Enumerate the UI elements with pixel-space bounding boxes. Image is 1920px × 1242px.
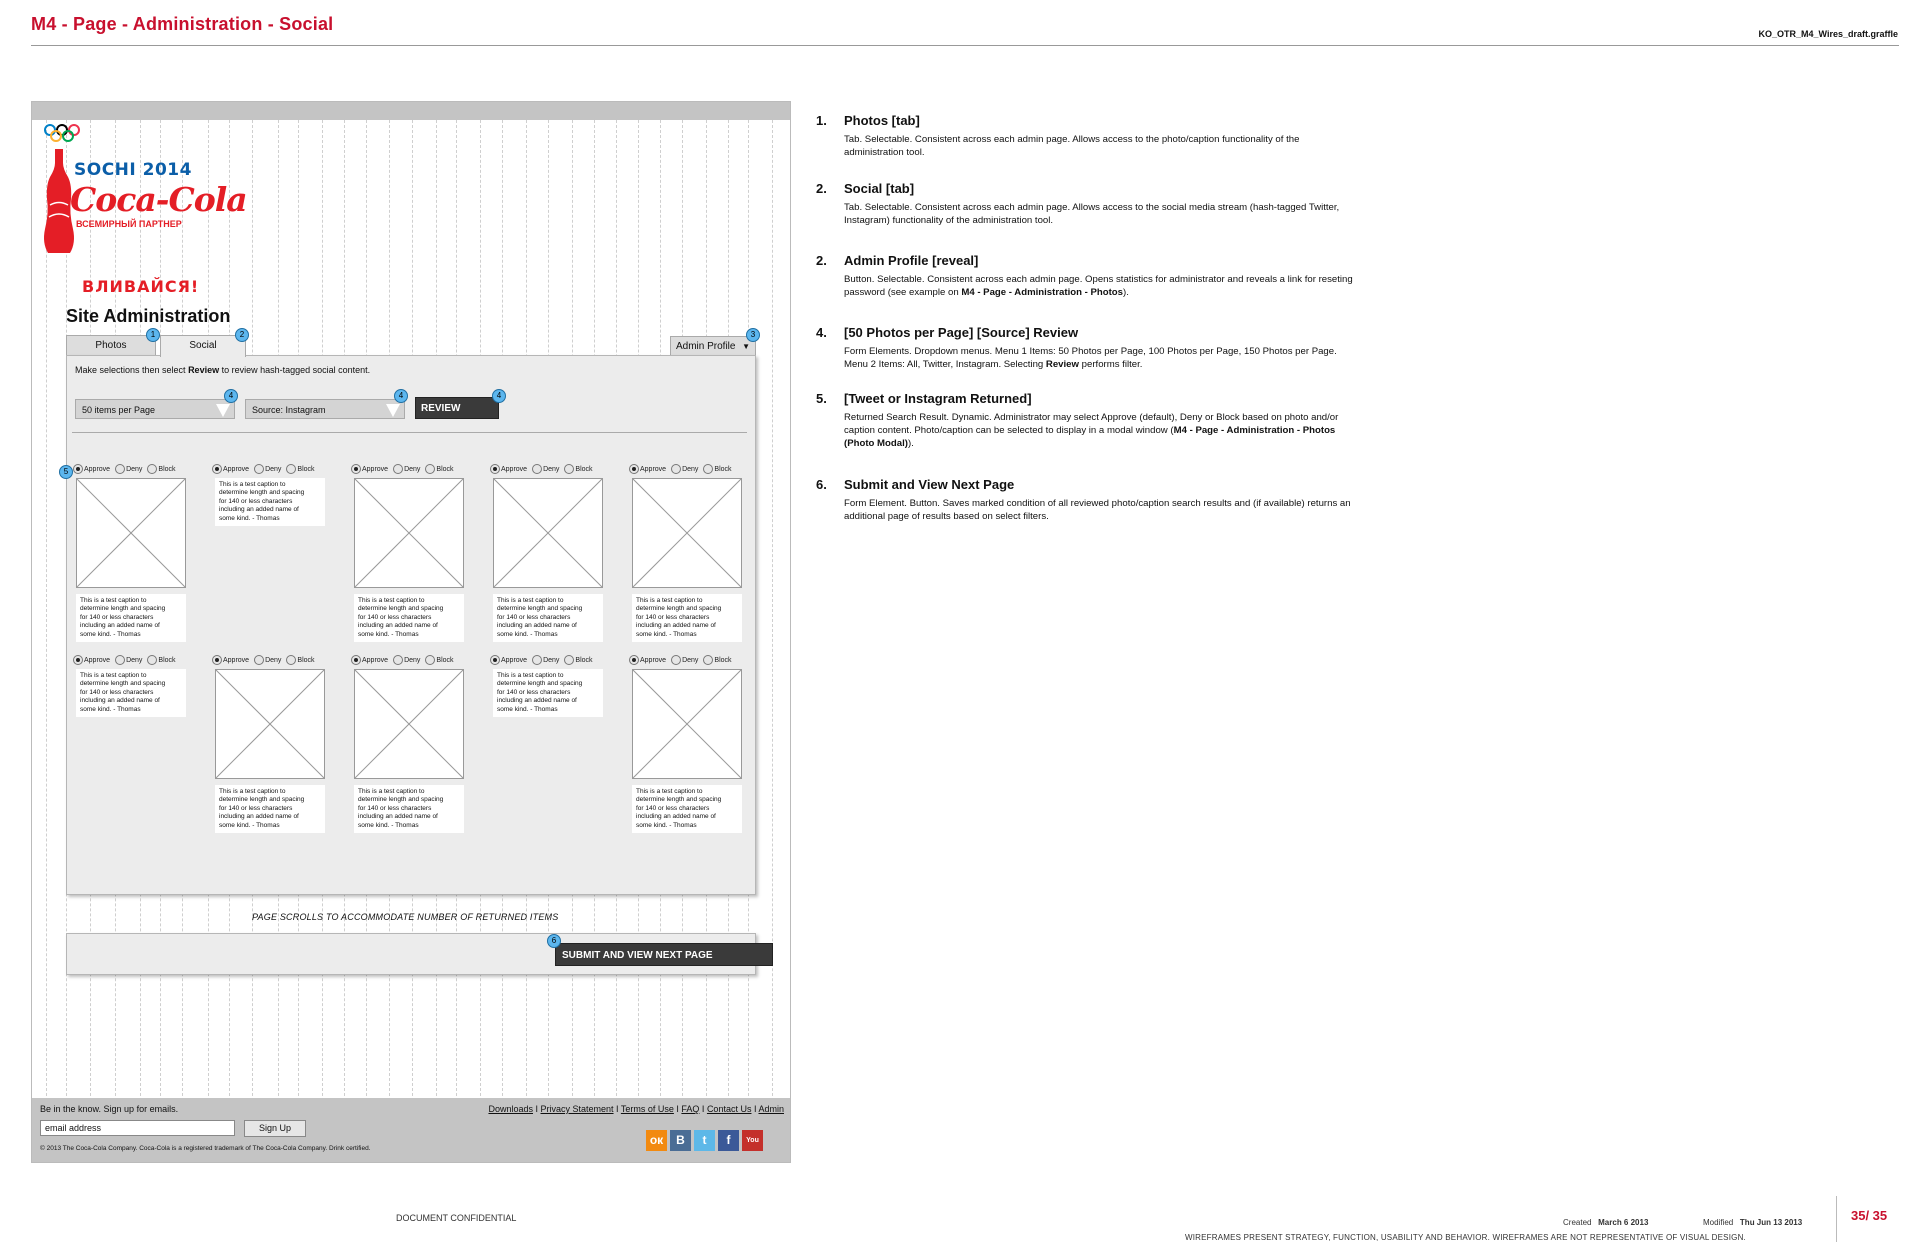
moderation-radio-group — [212, 655, 352, 669]
block-radio[interactable] — [703, 655, 713, 665]
caption-line: determine length and spacing — [219, 489, 305, 497]
footer-divider — [1836, 1196, 1837, 1242]
note-body-text: M4 - Page - Administration - Photos — [961, 287, 1124, 298]
instructions-text — [75, 365, 370, 375]
block-radio[interactable] — [147, 464, 157, 474]
annotation-badge: 2 — [235, 328, 249, 342]
note-title: Submit and View Next Page — [844, 477, 1015, 492]
approve-label: Approve — [223, 656, 250, 664]
approve-radio[interactable] — [351, 464, 361, 474]
chevron-down-icon: ▼ — [742, 342, 750, 351]
caption-line: some kind. - Thomas — [636, 821, 697, 829]
tab-label: Social — [189, 340, 217, 351]
caption-text[interactable] — [215, 785, 325, 833]
caption-line: This is a test caption to — [497, 597, 564, 604]
link-separator: I — [699, 1104, 707, 1114]
note-body — [844, 411, 1356, 450]
approve-radio[interactable] — [490, 655, 500, 665]
select-value: Source: Instagram — [252, 405, 326, 415]
note-body-text: ). — [907, 438, 914, 449]
partner-text: ВСЕМИРНЫЙ ПАРТНЕР — [76, 219, 182, 229]
block-label: Block — [158, 656, 176, 664]
review-button[interactable]: REVIEW — [415, 397, 499, 419]
annotation-badge: 3 — [746, 328, 760, 342]
caption-line: including an added name of — [358, 622, 438, 630]
block-label: Block — [714, 465, 732, 473]
grid-column-guide — [46, 120, 47, 1096]
moderation-radio-group — [73, 464, 213, 478]
note-title: [50 Photos per Page] [Source] Review — [844, 325, 1079, 340]
caption-line: determine length and spacing — [497, 605, 583, 613]
deny-radio[interactable] — [671, 655, 681, 665]
caption-line: some kind. - Thomas — [80, 630, 141, 638]
note-body-text: Form Element. Button. Saves marked condition of all reviewed photo/caption search results and (if available) returns an additional page of results based on select filters. — [844, 498, 1351, 522]
source-select[interactable] — [245, 399, 405, 419]
block-label: Block — [158, 465, 176, 473]
instructions-part: Make selections then select — [75, 365, 189, 375]
block-radio[interactable] — [564, 655, 574, 665]
caption-line: This is a test caption to — [358, 788, 425, 795]
moderation-radio-group — [629, 464, 769, 478]
annotation-badge: 6 — [547, 934, 561, 948]
approve-label: Approve — [501, 465, 528, 473]
deny-radio[interactable] — [115, 464, 125, 474]
approve-label: Approve — [640, 656, 667, 664]
site-title: Site Administration — [66, 306, 231, 326]
site-footer — [32, 1098, 791, 1163]
approve-label: Approve — [362, 465, 389, 473]
deny-label: Deny — [265, 465, 282, 473]
note-number: 5. — [816, 391, 827, 406]
caption-line: This is a test caption to — [358, 597, 425, 604]
caption-line: for 140 or less characters — [219, 804, 293, 812]
annotation-badge: 4 — [224, 389, 238, 403]
youtube-icon[interactable]: You — [742, 1130, 763, 1151]
note-title: [Tweet or Instagram Returned] — [844, 391, 1032, 406]
caption-line: including an added name of — [636, 622, 716, 630]
caption-line: some kind. - Thomas — [497, 630, 558, 638]
submit-and-view-next-page-button[interactable]: SUBMIT AND VIEW NEXT PAGE — [555, 943, 773, 966]
note-body-text: ). — [1123, 287, 1129, 298]
photo-placeholder[interactable] — [632, 478, 742, 588]
newsletter-text: Be in the know. Sign up for emails. — [40, 1104, 179, 1114]
block-label: Block — [297, 465, 315, 473]
caption-line: some kind. - Thomas — [497, 705, 558, 713]
facebook-icon[interactable]: f — [718, 1130, 739, 1151]
annotation-badge: 4 — [394, 389, 408, 403]
panel-divider — [72, 432, 747, 433]
approve-radio[interactable] — [629, 464, 639, 474]
created-value: March 6 2013 — [1598, 1218, 1649, 1227]
tab-photos[interactable] — [66, 335, 156, 355]
caption-line: This is a test caption to — [219, 481, 286, 488]
note-body — [844, 497, 1356, 523]
caption-text[interactable] — [215, 478, 325, 526]
footer-link-admin[interactable]: Admin — [758, 1104, 784, 1114]
caption-line: including an added name of — [497, 697, 577, 705]
deny-label: Deny — [404, 656, 421, 664]
approve-radio[interactable] — [490, 464, 500, 474]
created-label: Created — [1563, 1218, 1592, 1227]
photo-placeholder[interactable] — [215, 669, 325, 779]
caption-text[interactable] — [76, 669, 186, 717]
caption-line: some kind. - Thomas — [219, 821, 280, 829]
moderation-radio-group — [73, 655, 213, 669]
block-label: Block — [436, 465, 454, 473]
caption-line: including an added name of — [358, 813, 438, 821]
note-body — [844, 201, 1356, 227]
caption-line: for 140 or less characters — [358, 804, 432, 812]
tab-label: Photos — [95, 340, 127, 351]
block-label: Block — [297, 656, 315, 664]
header-divider — [31, 45, 1899, 46]
approve-radio[interactable] — [73, 655, 83, 665]
note-body-text: Button. Selectable. Consistent across each admin page. Opens statistics for administrator and reveals a link for reseting password (see example on — [844, 274, 1353, 298]
caption-line: This is a test caption to — [219, 788, 286, 795]
approve-radio[interactable] — [351, 655, 361, 665]
approve-radio[interactable] — [212, 464, 222, 474]
deny-radio[interactable] — [393, 655, 403, 665]
page-title: M4 - Page - Administration - Social — [31, 14, 334, 34]
note-number: 2. — [816, 181, 827, 196]
caption-text[interactable] — [354, 785, 464, 833]
file-name: KO_OTR_M4_Wires_draft.graffle — [1758, 29, 1898, 39]
deny-label: Deny — [682, 465, 699, 473]
browser-top-bar — [32, 102, 790, 120]
moderation-radio-group — [351, 464, 491, 478]
tab-social[interactable] — [160, 335, 246, 357]
approve-label: Approve — [362, 656, 389, 664]
block-label: Block — [575, 656, 593, 664]
submit-bar — [66, 933, 756, 975]
block-radio[interactable] — [286, 655, 296, 665]
caption-line: including an added name of — [497, 622, 577, 630]
approve-label: Approve — [501, 656, 528, 664]
email-field[interactable] — [40, 1120, 235, 1136]
deny-label: Deny — [543, 656, 560, 664]
caption-line: determine length and spacing — [80, 680, 166, 688]
deny-label: Deny — [543, 465, 560, 473]
instructions-bold: Review — [188, 365, 220, 375]
caption-line: This is a test caption to — [636, 597, 703, 604]
note-number: 1. — [816, 113, 827, 128]
note-body — [844, 133, 1356, 159]
note-title: Photos [tab] — [844, 113, 920, 128]
caption-line: some kind. - Thomas — [358, 821, 419, 829]
link-separator: I — [613, 1104, 621, 1114]
admin-profile-label: Admin Profile — [676, 341, 736, 352]
caption-line: determine length and spacing — [497, 680, 583, 688]
deny-label: Deny — [404, 465, 421, 473]
block-radio[interactable] — [703, 464, 713, 474]
photo-placeholder[interactable] — [632, 669, 742, 779]
caption-line: determine length and spacing — [636, 796, 722, 804]
approve-label: Approve — [640, 465, 667, 473]
deny-label: Deny — [126, 656, 143, 664]
admin-profile-button[interactable] — [670, 336, 756, 356]
deny-radio[interactable] — [254, 464, 264, 474]
deny-radio[interactable] — [532, 655, 542, 665]
approve-radio[interactable] — [629, 655, 639, 665]
block-radio[interactable] — [425, 655, 435, 665]
caption-text[interactable] — [632, 785, 742, 833]
deny-radio[interactable] — [532, 464, 542, 474]
note-body-text: Form Elements. Dropdown menus. Menu 1 Items: 50 Photos per Page, 100 Photos per Page, 150 Photos per Page. Menu 2 Items: All, Twitter, Instagram. Selecting — [844, 346, 1337, 370]
block-radio[interactable] — [425, 464, 435, 474]
caption-line: determine length and spacing — [80, 605, 166, 613]
footer-links — [488, 1104, 784, 1114]
caption-line: including an added name of — [636, 813, 716, 821]
caption-line: determine length and spacing — [636, 605, 722, 613]
note-body-text: Tab. Selectable. Consistent across each admin page. Allows access to the photo/caption functionality of the administration tool. — [844, 134, 1300, 158]
approve-radio[interactable] — [73, 464, 83, 474]
footer-link-faq[interactable]: FAQ — [681, 1104, 700, 1114]
note-body-text: Review — [1045, 359, 1079, 370]
slogan-text: ВЛИВАЙСЯ! — [82, 277, 200, 296]
caption-line: including an added name of — [219, 813, 299, 821]
caption-line: for 140 or less characters — [80, 688, 154, 696]
photo-placeholder[interactable] — [493, 478, 603, 588]
link-separator: I — [673, 1104, 682, 1114]
footer-link-privacy-statement[interactable]: Privacy Statement — [540, 1104, 614, 1114]
deny-label: Deny — [126, 465, 143, 473]
approve-label: Approve — [84, 656, 111, 664]
instructions-part: to review hash-tagged social content. — [219, 365, 371, 375]
deny-label: Deny — [265, 656, 282, 664]
admin-content-panel — [63, 355, 756, 895]
olympic-rings-icon — [44, 124, 104, 146]
link-separator: I — [532, 1104, 541, 1114]
caption-text[interactable] — [493, 594, 603, 642]
note-body-text: Tab. Selectable. Consistent across each admin page. Allows access to the social media stream (hash-tagged Twitter, Instagram) functionality of the administration tool. — [844, 202, 1340, 226]
modified-label: Modified — [1703, 1218, 1734, 1227]
note-title: Admin Profile [reveal] — [844, 253, 979, 268]
moderation-radio-group — [629, 655, 769, 669]
photo-placeholder[interactable] — [76, 478, 186, 588]
footer-link-terms-of-use[interactable]: Terms of Use — [620, 1104, 674, 1114]
block-radio[interactable] — [286, 464, 296, 474]
block-radio[interactable] — [564, 464, 574, 474]
dropdown-arrow-icon — [212, 400, 234, 420]
document-confidential: DOCUMENT CONFIDENTIAL — [396, 1213, 517, 1223]
block-label: Block — [436, 656, 454, 664]
deny-label: Deny — [682, 656, 699, 664]
caption-text[interactable] — [493, 669, 603, 717]
caption-line: This is a test caption to — [80, 672, 147, 679]
caption-line: for 140 or less characters — [497, 613, 571, 621]
note-number: 4. — [816, 325, 827, 340]
note-body-text: performs filter. — [1079, 359, 1143, 370]
dropdown-arrow-icon — [382, 400, 404, 420]
vkontakte-icon[interactable]: В — [670, 1130, 691, 1151]
annotation-badge: 5 — [59, 465, 73, 479]
caption-line: some kind. - Thomas — [358, 630, 419, 638]
modified-value: Thu Jun 13 2013 — [1739, 1218, 1803, 1227]
select-value: 50 items per Page — [82, 405, 156, 415]
caption-text[interactable] — [632, 594, 742, 642]
deny-radio[interactable] — [115, 655, 125, 665]
moderation-radio-group — [351, 655, 491, 669]
twitter-icon[interactable]: t — [694, 1130, 715, 1151]
annotation-badge: 4 — [492, 389, 506, 403]
note-number: 6. — [816, 477, 827, 492]
note-body-text: M4 - Page - Administration - Photos (Photo Modal) — [844, 425, 1336, 449]
note-body — [844, 273, 1356, 299]
caption-line: for 140 or less characters — [80, 613, 154, 621]
deny-radio[interactable] — [254, 655, 264, 665]
items-per-page-select[interactable] — [75, 399, 235, 419]
copyright-text: © 2013 The Coca-Cola Company. Coca-Cola is a registered trademark of The Coca-Cola Company. Drink certified. — [40, 1145, 371, 1152]
block-label: Block — [714, 656, 732, 664]
deny-radio[interactable] — [393, 464, 403, 474]
annotation-badge: 1 — [146, 328, 160, 342]
link-separator: I — [751, 1104, 759, 1114]
wireframe-mockup — [31, 101, 791, 1163]
caption-line: determine length and spacing — [358, 796, 444, 804]
caption-line: including an added name of — [80, 697, 160, 705]
approve-radio[interactable] — [212, 655, 222, 665]
caption-line: determine length and spacing — [219, 796, 305, 804]
note-body-text: Returned Search Result. Dynamic. Administrator may select Approve (default), Deny or Block based on photo and/or caption content. Photo/caption can be selected to display in a modal window ( — [844, 412, 1339, 436]
caption-line: for 140 or less characters — [636, 804, 710, 812]
caption-line: This is a test caption to — [636, 788, 703, 795]
approve-label: Approve — [84, 465, 111, 473]
scroll-note: PAGE SCROLLS TO ACCOMMODATE NUMBER OF RETURNED ITEMS — [252, 912, 559, 922]
caption-line: including an added name of — [219, 506, 299, 514]
caption-text[interactable] — [354, 594, 464, 642]
block-label: Block — [575, 465, 593, 473]
caption-line: for 140 or less characters — [636, 613, 710, 621]
page-number: 35/ 35 — [1851, 1208, 1888, 1223]
block-radio[interactable] — [147, 655, 157, 665]
deny-radio[interactable] — [671, 464, 681, 474]
odnoklassniki-icon[interactable]: ок — [646, 1130, 667, 1151]
modified-date — [1703, 1218, 1802, 1227]
caption-line: for 140 or less characters — [358, 613, 432, 621]
footer-link-downloads[interactable]: Downloads — [488, 1104, 533, 1114]
caption-line: for 140 or less characters — [219, 497, 293, 505]
caption-line: for 140 or less characters — [497, 688, 571, 696]
footer-link-contact-us[interactable]: Contact Us — [706, 1104, 752, 1114]
caption-line: some kind. - Thomas — [219, 514, 280, 522]
approve-label: Approve — [223, 465, 250, 473]
disclaimer-text: WIREFRAMES PRESENT STRATEGY, FUNCTION, USABILITY AND BEHAVIOR. WIREFRAMES ARE NOT REPRESENTATIVE OF VISUAL DESIGN. — [1185, 1233, 1746, 1242]
caption-line: including an added name of — [80, 622, 160, 630]
sign-up-button[interactable]: Sign Up — [244, 1120, 306, 1137]
caption-text[interactable] — [76, 594, 186, 642]
caption-line: some kind. - Thomas — [80, 705, 141, 713]
sochi-logo-text: SOCHI 2014 — [74, 160, 192, 180]
moderation-radio-group — [490, 655, 630, 669]
note-body — [844, 345, 1356, 371]
coca-cola-logo: Coca-Cola — [70, 180, 247, 219]
caption-line: This is a test caption to — [80, 597, 147, 604]
note-number: 2. — [816, 253, 827, 268]
note-title: Social [tab] — [844, 181, 915, 196]
caption-line: determine length and spacing — [358, 605, 444, 613]
moderation-radio-group — [490, 464, 630, 478]
photo-placeholder[interactable] — [354, 478, 464, 588]
caption-line: some kind. - Thomas — [636, 630, 697, 638]
photo-placeholder[interactable] — [354, 669, 464, 779]
created-date — [1563, 1218, 1648, 1227]
moderation-radio-group — [212, 464, 352, 478]
caption-line: This is a test caption to — [497, 672, 564, 679]
